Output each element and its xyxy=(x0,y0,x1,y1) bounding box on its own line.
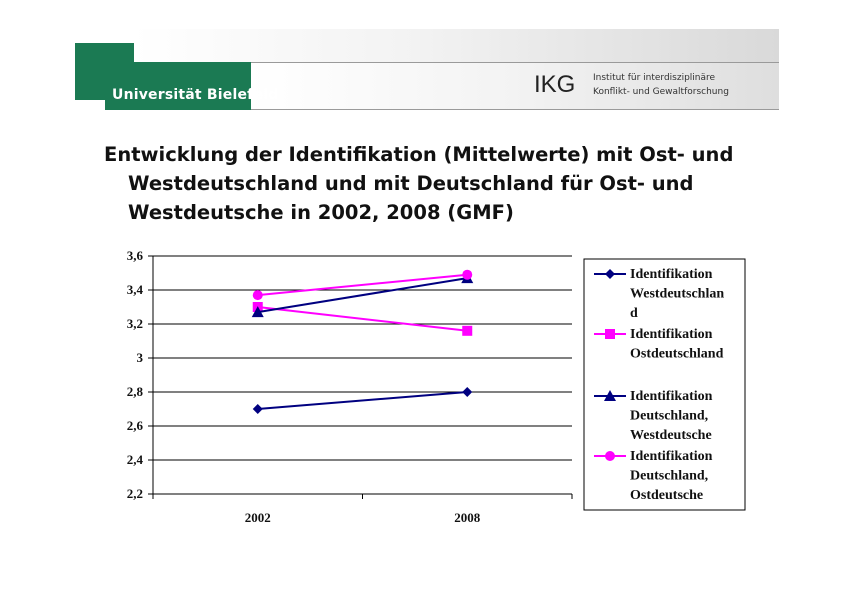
series-line-1 xyxy=(258,392,468,409)
data-point xyxy=(253,404,263,414)
institute-acronym: IKG xyxy=(534,71,576,98)
legend-label: Ostdeutsche xyxy=(630,488,704,503)
y-tick-label: 2,2 xyxy=(126,486,143,501)
y-tick-label: 3 xyxy=(136,350,143,365)
data-point xyxy=(462,270,472,280)
legend-label: Westdeutsche xyxy=(630,428,712,443)
legend-label: Deutschland, xyxy=(630,468,709,484)
series-line-2 xyxy=(258,307,468,331)
y-tick-label: 3,2 xyxy=(126,316,143,331)
legend-label: Westdeutschlan xyxy=(630,286,725,302)
x-tick-label: 2008 xyxy=(454,510,481,525)
legend-label: d xyxy=(630,306,638,321)
university-name: Universität Bielefeld xyxy=(112,87,279,103)
legend-label: Identifikation xyxy=(630,389,713,404)
series-line-3 xyxy=(258,278,468,312)
legend-label: Identifikation xyxy=(630,267,713,282)
series-line-4 xyxy=(258,275,468,295)
institute-name-line2: Konflikt- und Gewaltforschung xyxy=(593,87,729,97)
legend-label: Identifikation xyxy=(630,327,713,342)
x-tick-label: 2002 xyxy=(244,510,271,525)
y-tick-label: 2,8 xyxy=(126,384,143,399)
legend-label: Identifikation xyxy=(630,449,713,464)
y-tick-label: 2,4 xyxy=(126,452,143,467)
legend-label: Ostdeutschland xyxy=(630,346,724,362)
slide-title: Entwicklung der Identifikation (Mittelwerte) mit Ost- und Westdeutschland und mit Deutschland für Ost- und Westdeutsche in 2002, 2008 (GMF) xyxy=(104,143,734,224)
y-tick-label: 3,4 xyxy=(126,282,143,297)
y-tick-label: 3,6 xyxy=(126,248,143,263)
y-tick-label: 2,6 xyxy=(126,418,143,433)
data-point xyxy=(462,387,472,397)
legend-marker xyxy=(605,451,615,461)
data-point xyxy=(253,290,263,300)
legend-marker xyxy=(605,329,615,339)
data-point xyxy=(462,326,472,336)
institute-name-line1: Institut für interdisziplinäre xyxy=(593,73,716,83)
legend-label: Deutschland, xyxy=(630,408,709,424)
